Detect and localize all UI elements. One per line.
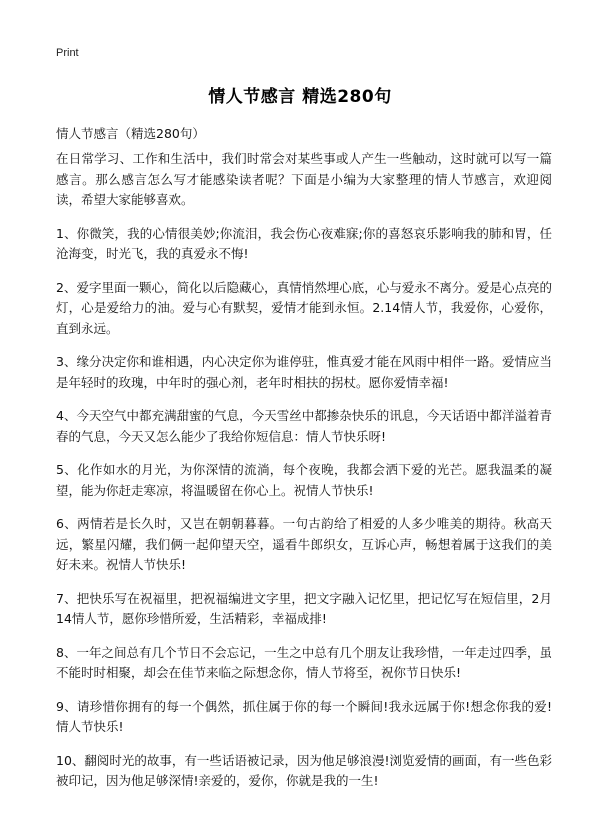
document-body — [56, 149, 552, 805]
quote-item-9: 9、请珍惜你拥有的每一个偶然，抓住属于你的每一个瞬间!我永远属于你!想念你我的爱!情人节快乐! — [56, 698, 552, 734]
quote-item-5: 5、化作如水的月光，为你深情的流淌，每个夜晚，我都会洒下爱的光芒。愿我温柔的凝望，能为你赶走寒凉，将温暖留在你心上。祝情人节快乐! — [56, 462, 552, 498]
quote-item-8: 8、一年之间总有几个节日不会忘记，一生之中总有几个朋友让我珍惜，一年走过四季，虽不能时时相聚，却会在佳节来临之际想念你，情人节将至，祝你节日快乐! — [56, 644, 552, 680]
quote-item-1: 1、你微笑，我的心情很美妙;你流泪，我会伤心夜难寐;你的喜怒哀乐影响我的肺和胃，任沧海变，时光飞，我的真爱永不悔! — [56, 225, 552, 261]
quote-item-7: 7、把快乐写在祝福里，把祝福编进文字里，把文字融入记忆里，把记忆写在短信里，2月14情人节，愿你珍惜所爱，生活精彩，幸福成排! — [56, 590, 552, 626]
quote-item-10: 10、翻阅时光的故事，有一些话语被记录，因为他足够浪漫!浏览爱情的画面，有一些色彩被印记，因为他足够深情!亲爱的，爱你，你就是我的一生! — [56, 752, 552, 788]
quote-item-3: 3、缘分决定你和谁相遇，内心决定你为谁停驻，惟真爱才能在风雨中相伴一路。爱情应当是年轻时的玫瑰，中年时的强心剂，老年时相扶的拐杖。愿你爱情幸福! — [56, 354, 552, 390]
quote-item-2: 2、爱字里面一颗心，简化以后隐藏心，真情悄然埋心底，心与爱永不离分。爱是心点亮的灯，心是爱给力的油。爱与心有默契，爱情才能到永恒。2.14情人节，我爱你，心爱你，直到永远。 — [56, 279, 552, 336]
quote-item-6: 6、两情若是长久时，又岂在朝朝暮暮。一句古韵给了相爱的人多少唯美的期待。秋高天远，繁星闪耀，我们俩一起仰望天空，遥看牛郎织女，互诉心声，畅想着属于这我们的美好未来。祝情人节快乐! — [56, 516, 552, 572]
document-title: 情人节感言 精选280句 — [208, 87, 392, 107]
intro-paragraph: 在日常学习、工作和生活中，我们时常会对某些事或人产生一些触动，这时就可以写一篇感言。那么感言怎么写才能感染读者呢？下面是小编为大家整理的情人节感言，欢迎阅读，希望大家能够喜欢。 — [56, 151, 552, 207]
quote-item-4: 4、今天空气中都充满甜蜜的气息，今天雪丝中都掺杂快乐的讯息，今天话语中都洋溢着青春的气息，今天又怎么能少了我给你短信息：情人节快乐呀! — [56, 408, 552, 444]
print-label: Print — [56, 47, 79, 59]
document-subtitle: 情人节感言（精选280句） — [56, 126, 205, 141]
